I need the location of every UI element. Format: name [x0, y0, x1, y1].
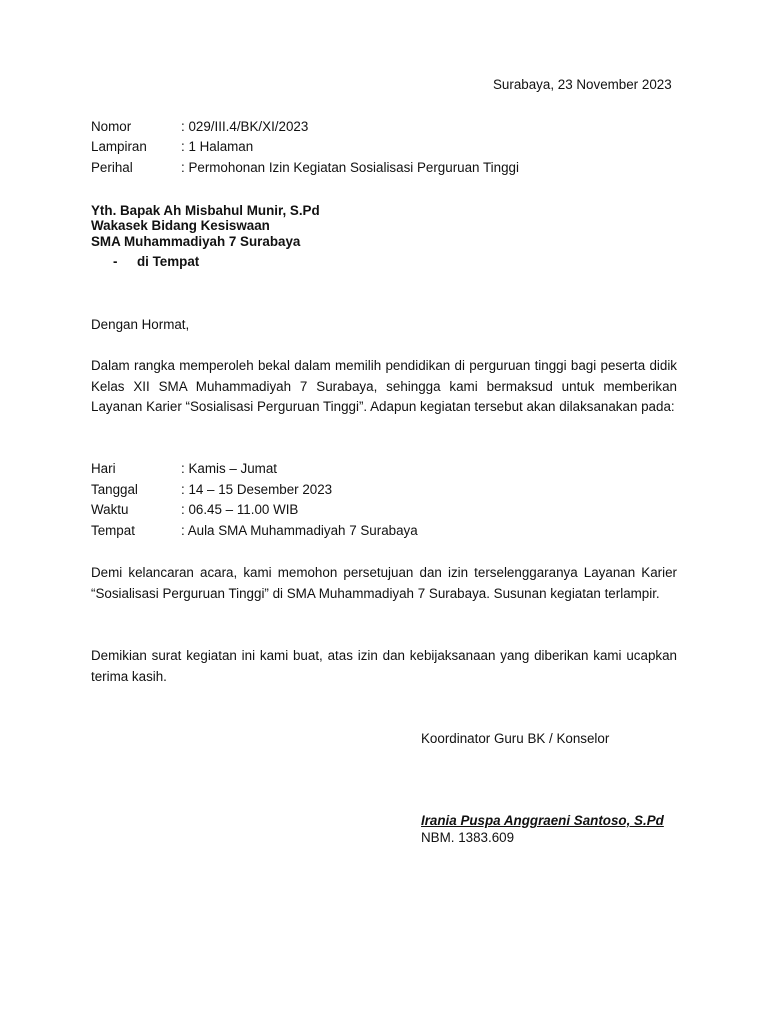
schedule-value: : Kamis – Jumat: [181, 461, 277, 476]
schedule-value: : Aula SMA Muhammadiyah 7 Surabaya: [181, 523, 418, 538]
schedule-value: : 06.45 – 11.00 WIB: [181, 502, 299, 517]
recipient-name: Yth. Bapak Ah Misbahul Munir, S.Pd: [91, 203, 320, 218]
meta-label: Lampiran: [91, 139, 147, 154]
recipient-place: [113, 254, 199, 270]
schedule-row-waktu: [91, 500, 677, 520]
meta-row-lampiran: [91, 137, 677, 157]
recipient-place-text: di Tempat: [137, 254, 200, 269]
meta-label: Nomor: [91, 119, 132, 134]
schedule-label: Tanggal: [91, 482, 138, 497]
recipient-school: SMA Muhammadiyah 7 Surabaya: [91, 234, 301, 249]
schedule-row-hari: [91, 459, 677, 479]
schedule-label: Waktu: [91, 502, 129, 517]
body-paragraph-request: Demi kelancaran acara, kami memohon persetujuan dan izin terselenggaranya Layanan Karier “Sosialisasi Perguruan Tinggi” di SMA Muhammadiyah 7 Surabaya. Susunan kegiatan terlampir.: [91, 565, 677, 601]
schedule-row-tempat: [91, 521, 677, 541]
schedule-label: Hari: [91, 461, 116, 476]
meta-value: : 029/III.4/BK/XI/2023: [181, 119, 309, 134]
salutation: Dengan Hormat,: [91, 317, 190, 332]
body-paragraph-intro: Dalam rangka memperoleh bekal dalam memilih pendidikan di perguruan tinggi bagi peserta didik Kelas XII SMA Muhammadiyah 7 Surabaya, sehingga kami bermaksud untuk memberikan Layanan Karier “Sosialisasi Perguruan Tinggi”. Adapun kegiatan tersebut akan dilaksanakan pada:: [91, 358, 677, 414]
signature-nbm: NBM. 1383.609: [421, 830, 515, 845]
body-paragraph-closing: Demikian surat kegiatan ini kami buat, atas izin dan kebijaksanaan yang diberikan kami ucapkan terima kasih.: [91, 648, 677, 684]
meta-row-nomor: [91, 117, 677, 137]
place-date: Surabaya, 23 November 2023: [493, 77, 672, 92]
recipient-position: Wakasek Bidang Kesiswaan: [91, 218, 270, 233]
meta-row-perihal: [91, 158, 677, 178]
recipient-dash: -: [113, 254, 118, 269]
meta-value: : 1 Halaman: [181, 139, 254, 154]
signature-name: Irania Puspa Anggraeni Santoso, S.Pd: [421, 813, 664, 828]
schedule-value: : 14 – 15 Desember 2023: [181, 482, 333, 497]
meta-label: Perihal: [91, 160, 133, 175]
meta-value: : Permohonan Izin Kegiatan Sosialisasi Perguruan Tinggi: [181, 160, 519, 175]
schedule-label: Tempat: [91, 523, 135, 538]
schedule-row-tanggal: [91, 480, 677, 500]
signature-role: Koordinator Guru BK / Konselor: [421, 731, 610, 746]
